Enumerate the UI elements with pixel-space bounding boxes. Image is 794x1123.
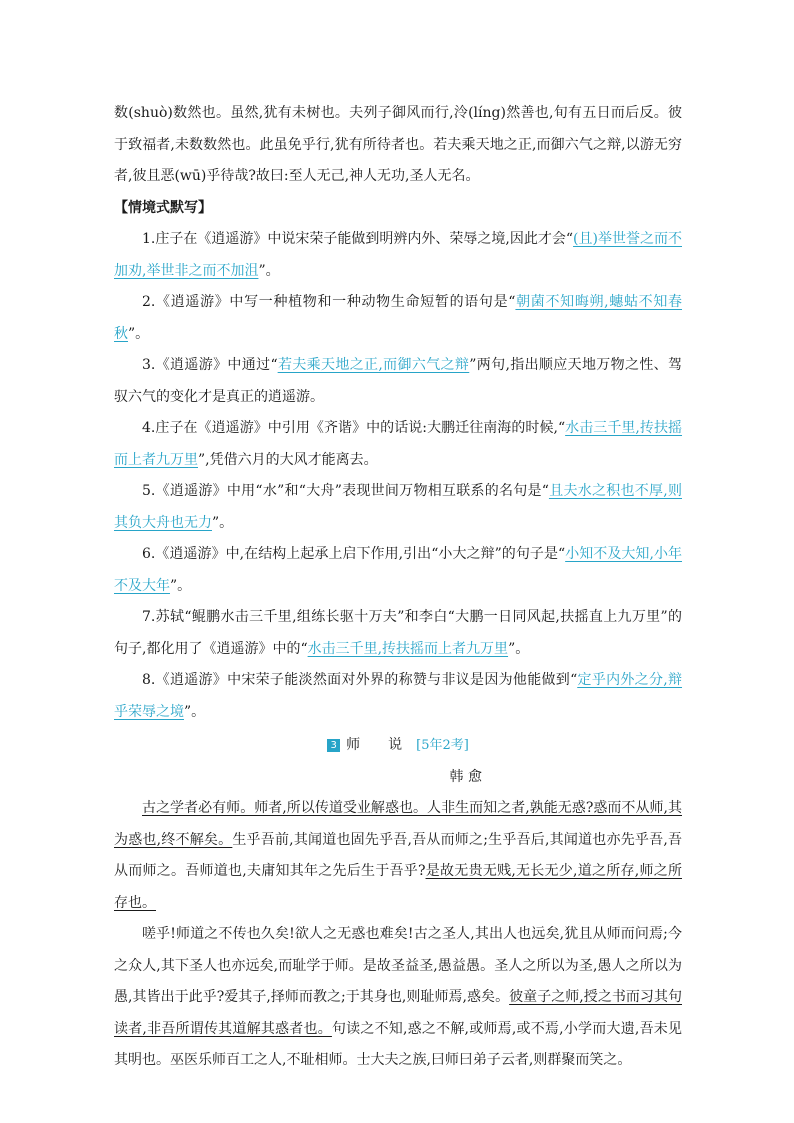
question-text: 1.庄子在《逍遥游》中说宋荣子能做到明辨内外、荣辱之境,因此才会“ — [142, 231, 574, 247]
document-page — [114, 98, 682, 1077]
question-text-end: ”。 — [258, 262, 280, 279]
question-text-end: ”,凭借六月的大风才能离去。 — [198, 451, 378, 468]
lesson-title-char-2: 说 — [388, 737, 403, 753]
lesson-title-char-1: 师 — [346, 737, 361, 753]
body-text: 句读之不知,惑之不解,或师焉,或不焉,小学而大遗,吾未见其明也。巫医乐师百工之人,不耻相师。士大夫之族,曰师曰弟子云者,则群聚而笑之。 — [114, 1020, 683, 1068]
question-3 — [114, 350, 682, 413]
question-4 — [114, 413, 682, 476]
body-text: 嗟乎!师道之不传也久矣!欲人之无惑也难矣!古之圣人,其出人也远矣,犹且从师而问焉;今之众人,其下圣人也亦远矣,而耻学于师。是故圣益圣,愚益愚。圣人之所以为圣,愚人之所以为愚,其皆出于此乎?爱其子,择师而教之;于其身也,则耻师焉,惑矣。 — [114, 926, 682, 1005]
question-2 — [114, 287, 682, 350]
section-header: 【情境式默写】 — [114, 199, 212, 216]
question-8 — [114, 665, 682, 728]
question-text: 7.苏轼“鲲鹏水击三千里,组练长驱十万夫”和李白“大鹏一日同风起,扶摇直上九万里”的句子,都化用了《逍遥游》中的“ — [114, 609, 682, 657]
question-text-end: ”。 — [184, 703, 206, 720]
question-text-end: ”。 — [170, 577, 192, 594]
question-7 — [114, 602, 682, 665]
question-text: 2.《逍遥游》中写一种植物和一种动物生命短暂的语句是“ — [142, 294, 516, 310]
question-text-end: ”。 — [128, 325, 150, 342]
answer-text: (且)举世誉之而不加劝,举世非之而不加沮 — [114, 231, 682, 279]
body-text: 生乎吾前,其闻道也固先乎吾,吾从而师之;生乎吾后,其闻道也亦先乎吾,吾从而师之。吾师道也,夫庸知其年之先后生于吾乎? — [114, 831, 682, 879]
underlined-sentence: 古之学者必有师。师者,所以传道受业解惑也。人非生而知之者,孰能无惑?惑而不从师,其为惑也,终不解矣。 — [114, 800, 682, 848]
question-text: 5.《逍遥游》中用“水”和“大舟”表现世间万物相互联系的名句是“ — [142, 483, 549, 499]
answer-text: 且夫水之积也不厚,则其负大舟也无力 — [114, 483, 682, 531]
lesson-author: 韩 愈 — [449, 768, 482, 785]
question-text-end: ”两句,指出顺应天地万物之性、驾驭六气的变化才是真正的逍遥游。 — [114, 357, 683, 405]
exam-frequency-tag: [5年2考] — [416, 738, 469, 753]
underlined-sentence: 是故无贵无贱,无长无少,道之所存,师之所存也。 — [114, 863, 682, 911]
question-5 — [114, 476, 682, 539]
text-paragraph-1 — [114, 793, 682, 919]
text-paragraph-2 — [114, 919, 682, 1077]
answer-text: 水击三千里,抟扶摇而上者九万里 — [307, 640, 509, 657]
underlined-sentence: 彼童子之师,授之书而习其句读者,非吾所谓传其道解其惑者也。 — [114, 989, 682, 1037]
question-text: 6.《逍遥游》中,在结构上起承上启下作用,引出“小大之辩”的句子是“ — [142, 546, 566, 562]
intro-paragraph: 数(shuò)数然也。虽然,犹有未树也。夫列子御风而行,泠(líng)然善也,旬有五日而后反。彼于致福者,未数数然也。此虽免乎行,犹有所待者也。若夫乘天地之正,而御六气之辩,以游无穷者,彼且恶(wū)乎待哉?故曰:至人无己,神人无功,圣人无名。 — [114, 105, 682, 184]
answer-text: 朝菌不知晦朔,蟪蛄不知春秋 — [114, 294, 683, 342]
question-text-end: ”。 — [212, 514, 234, 531]
lesson-title — [114, 730, 682, 762]
question-text: 8.《逍遥游》中宋荣子能淡然面对外界的称赞与非议是因为他能做到“ — [142, 672, 578, 688]
question-text: 4.庄子在《逍遥游》中引用《齐谐》中的话说:大鹏迁往南海的时候,“ — [142, 420, 566, 436]
answer-text: 小知不及大知,小年不及大年 — [114, 546, 683, 594]
answer-text: 若夫乘天地之正,而御六气之辩 — [277, 357, 470, 373]
lesson-number-badge: 3 — [327, 739, 340, 752]
question-6 — [114, 539, 682, 602]
question-text: 3.《逍遥游》中通过“ — [142, 357, 278, 373]
question-1 — [114, 224, 682, 287]
answer-text: 定乎内外之分,辩乎荣辱之境 — [114, 672, 683, 720]
answer-text: 水击三千里,抟扶摇而上者九万里 — [114, 420, 683, 468]
question-text-end: ”。 — [508, 640, 530, 657]
